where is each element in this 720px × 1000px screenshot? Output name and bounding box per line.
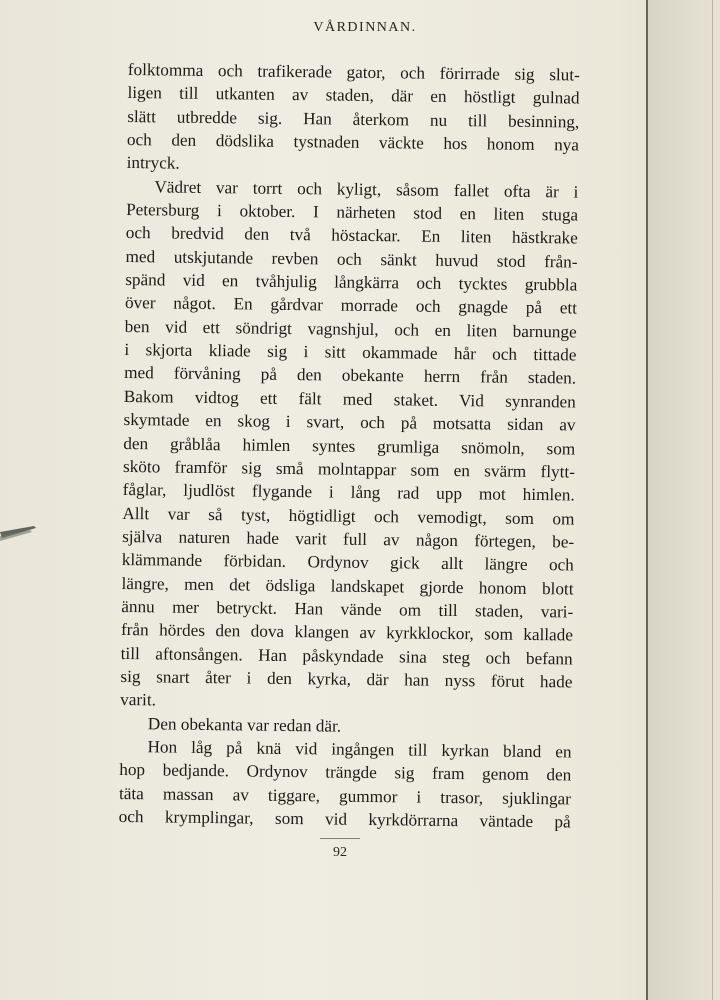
text-line: ben vid ett söndrigt vagnshjul, och en liten barnunge <box>124 316 577 342</box>
text-line: ligen till utkanten av staden, där en höstligt gulnad <box>127 83 580 108</box>
text-line: och den dödslika tystnaden väckte hos honom nya <box>126 130 580 155</box>
text-line: hop bedjande. Ordynov trängde sig fram genom den <box>119 760 572 785</box>
text-line: till aftonsången. Han påskyndade sina steg och befann <box>120 643 573 669</box>
text-line: och bredvid den två höstackar. En liten hästkrake <box>125 223 578 248</box>
text-line: Petersburg i oktober. I närheten stod en liten stuga <box>126 200 579 225</box>
text-line: själva naturen hade varit full av någon förtegen, be- <box>122 526 575 552</box>
text-line: täta massan av tiggare, gummor i trasor, sjuklingar <box>118 783 572 809</box>
page-number: 92 <box>333 845 347 860</box>
text-line: från hördes den dova klangen av kyrkklockor, som kallade <box>120 620 574 645</box>
text-line: slätt utbredde sig. Han återkom nu till besinning, <box>127 106 580 132</box>
text-line: och krymplingar, som vid kyrkdörrarna väntade på <box>118 806 571 832</box>
folio-rule <box>320 838 360 839</box>
text-line: Bakom vidtog ett fält med staket. Vid synranden <box>123 386 576 412</box>
text-line: Den obekanta var redan där. <box>147 713 342 736</box>
text-line: med utskjutande revben och sänkt huvud stod från- <box>125 246 578 272</box>
text-line: ännu mer betryckt. Han vände om till staden, vari- <box>121 596 574 622</box>
text-line: Hon låg på knä vid ingången till kyrkan bland en <box>147 737 572 762</box>
body-text <box>119 58 580 834</box>
text-line: Vädret var torrt och kyligt, såsom fallet ofta är i <box>154 177 579 202</box>
text-line: längre, men det ödsliga landskapet gjorde honom blott <box>121 573 574 599</box>
text-line: klämmande förbidan. Ordynov gick allt längre och <box>121 550 574 575</box>
text-line: spänd vid en tvåhjulig långkärra och tycktes grubbla <box>125 270 578 295</box>
text-line: skymtade en skog i svart, och på motsatta sidan av <box>123 410 576 435</box>
text-line: i skjorta kliade sig i sitt okammade hår och tittade <box>124 340 577 365</box>
text-line: varit. <box>120 690 157 710</box>
next-page-strip <box>648 0 720 1000</box>
text-line: sköto framför sig små molntappar som en svärm flytt- <box>122 456 576 482</box>
text-line: med förvåning på den obekante herrn från staden. <box>124 363 577 388</box>
text-line: intryck. <box>126 153 180 174</box>
bookmark-ribbon <box>0 522 40 546</box>
text-line: den gråblåa himlen syntes grumliga snömoln, som <box>123 433 576 458</box>
text-line: folktomma och trafikerade gator, och förirrade sig slut- <box>127 59 580 85</box>
text-line: över något. En gårdvar morrade och gnagde på ett <box>124 293 578 318</box>
text-line: fåglar, ljudlöst flygande i lång rad upp mot himlen. <box>122 480 575 505</box>
text-line: sig snart åter i den kyrka, där han nyss förut hade <box>120 666 573 692</box>
text-line: Allt var så tyst, högtidligt och vemodigt, som om <box>122 503 575 529</box>
running-head: VÅRDINNAN. <box>313 20 417 35</box>
next-page-edge <box>712 0 713 1000</box>
